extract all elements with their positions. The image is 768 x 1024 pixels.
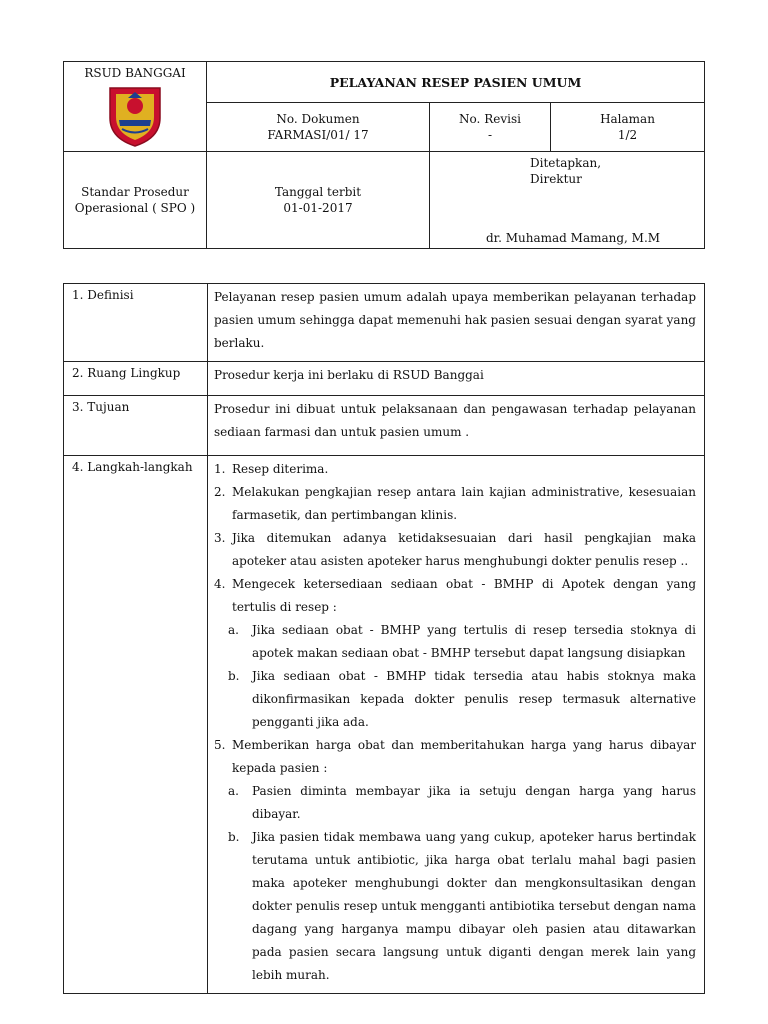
page-value: 1/2	[617, 128, 638, 142]
revision-value: -	[487, 128, 493, 142]
sub-list-item: b. Jika sediaan obat - BMHP tidak tersedia atau habis stoknya maka dikonfirmasikan kepada dokter penulis resep termasuk alternative pengganti jika ada.	[228, 669, 696, 729]
sub-list-item: a. Jika sediaan obat - BMHP yang tertulis di resep tersedia stoknya di apotek makan sediaan obat - BMHP tersebut dapat langsung disiapkan	[228, 623, 696, 660]
list-item: 2. Melakukan pengkajian resep antara lain kajian administrative, kesesuaian farmasetik, dan pertimbangan klinis.	[214, 485, 696, 522]
section-label: 4. Langkah-langkah	[64, 456, 208, 994]
hospital-emblem-icon	[106, 84, 164, 148]
table-row	[64, 456, 705, 994]
list-item: 1. Resep diterima.	[214, 462, 329, 476]
list-item: 5. Memberikan harga obat dan memberitahukan harga yang harus dibayar kepada pasien : a. Pasien diminta membayar jika ia setuju dengan harga yang harus dibayar. b. Jika pasien tidak membawa uang yang cukup, apoteker harus bertindak terutama untuk antibiotic, jika harga obat terlalu mahal bagi pasien maka apoteker menghubungi dokter dan mengkonsultasikan dengan dokter penulis resep untuk mengganti antibiotika tersebut dengan nama dagang yang harganya mampu dibayar oleh pasien atau ditawarkan pada pasien secara langsung untuk diganti dengan merek lain yang lebih murah.	[214, 734, 696, 987]
hospital-name: RSUD BANGGAI	[84, 66, 186, 80]
section-label: 2. Ruang Lingkup	[64, 362, 208, 396]
director-name: dr. Muhamad Mamang, M.M	[486, 231, 661, 245]
list-item: 4. Mengecek ketersediaan sediaan obat - BMHP di Apotek dengan yang tertulis di resep : a. Jika sediaan obat - BMHP yang tertulis di resep tersedia stoknya di apotek makan sediaan obat - BMHP tersebut dapat langsung disiapkan b. Jika sediaan obat - BMHP tidak tersedia atau habis stoknya maka dikonfirmasikan kepada dokter penulis resep termasuk alternative pengganti jika ada.	[214, 573, 696, 734]
hospital-cell	[64, 62, 207, 152]
doc-number-value: FARMASI/01/ 17	[267, 128, 369, 142]
table-row	[64, 362, 705, 396]
spo-line-2: Operasional ( SPO )	[74, 201, 196, 215]
issued-label: Tanggal terbit	[274, 185, 362, 199]
revision-label: No. Revisi	[459, 112, 521, 126]
sub-list	[214, 619, 696, 734]
section-text: Prosedur ini dibuat untuk pelaksanaan dan pengawasan terhadap pelayanan sediaan farmasi dan untuk pasien umum .	[208, 396, 705, 456]
steps-list	[214, 458, 696, 987]
sub-list-item: b. Jika pasien tidak membawa uang yang cukup, apoteker harus bertindak terutama untuk antibiotic, jika harga obat terlalu mahal bagi pasien maka apoteker menghubungi dokter dan mengkonsultasikan dengan dokter penulis resep untuk mengganti antibiotika tersebut dengan nama dagang yang harganya mampu dibayar oleh pasien atau ditawarkan pada pasien secara langsung untuk diganti dengan merek lain yang lebih murah.	[228, 830, 696, 982]
document-header	[63, 61, 705, 249]
page-cell	[551, 103, 705, 152]
issued-cell	[207, 152, 430, 249]
issued-value: 01-01-2017	[283, 201, 353, 215]
determined-line-1: Ditetapkan,	[530, 156, 602, 170]
revision-cell	[430, 103, 551, 152]
section-label: 3. Tujuan	[64, 396, 208, 456]
procedure-table	[63, 283, 705, 994]
sub-list-item: a. Pasien diminta membayar jika ia setuju dengan harga yang harus dibayar.	[228, 784, 696, 821]
steps-cell	[208, 456, 705, 994]
signature-cell	[430, 152, 705, 249]
sub-list	[214, 780, 696, 987]
table-row	[64, 396, 705, 456]
page-label: Halaman	[600, 112, 655, 126]
section-text: Pelayanan resep pasien umum adalah upaya memberikan pelayanan terhadap pasien umum sehingga dapat memenuhi hak pasien sesuai dengan syarat yang berlaku.	[208, 284, 705, 362]
section-label: 1. Definisi	[64, 284, 208, 362]
spo-line-1: Standar Prosedur	[81, 185, 189, 199]
spo-cell	[64, 152, 207, 249]
section-text: Prosedur kerja ini berlaku di RSUD Banggai	[208, 362, 705, 396]
list-item: 3. Jika ditemukan adanya ketidaksesuaian dari hasil pengkajian maka apoteker atau asisten apoteker harus menghubungi dokter penulis resep ..	[214, 531, 696, 568]
table-row	[64, 284, 705, 362]
document-title: PELAYANAN RESEP PASIEN UMUM	[207, 62, 705, 103]
doc-number-label: No. Dokumen	[276, 112, 360, 126]
doc-number-cell	[207, 103, 430, 152]
determined-line-2: Direktur	[530, 172, 582, 186]
